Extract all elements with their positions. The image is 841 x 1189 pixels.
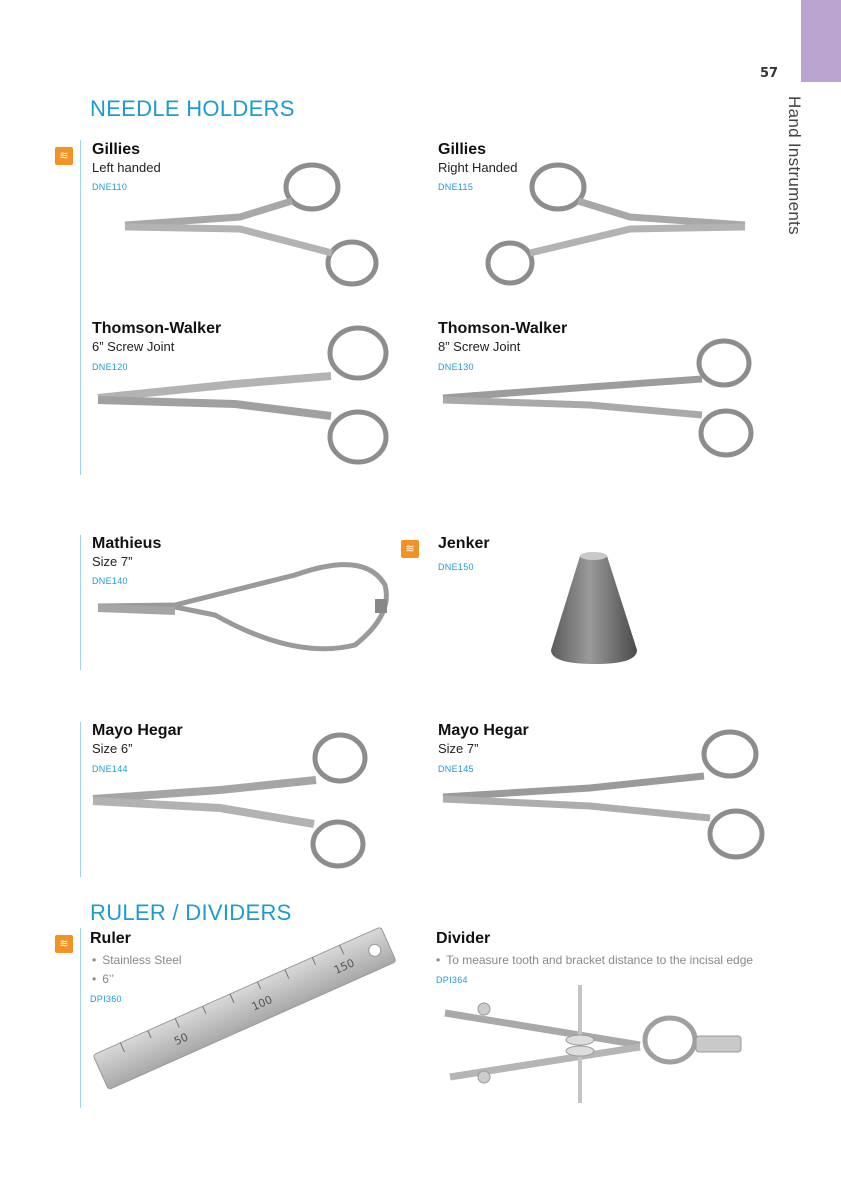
mayo-hegar-7-image — [440, 728, 770, 876]
divider-bullet: • To measure tooth and bracket distance to the incisal edge — [436, 953, 753, 967]
guide-line — [80, 140, 81, 475]
thomson-walker-8-image — [440, 335, 760, 460]
product-desc: Size 7” — [92, 554, 133, 569]
product-code: DPI364 — [436, 975, 468, 985]
product-name: Thomson-Walker — [438, 320, 568, 337]
product-desc: Right Handed — [438, 160, 518, 175]
section-title-needle-holders: NEEDLE HOLDERS — [90, 96, 295, 121]
product-desc: 6” Screw Joint — [92, 339, 175, 354]
mayo-hegar-6-image — [90, 728, 380, 876]
section-title-ruler-dividers: RULER / DIVIDERS — [90, 900, 292, 925]
section-side-label: Hand Instruments — [785, 96, 804, 235]
product-name: Gillies — [438, 141, 487, 158]
thomson-walker-6-image — [95, 320, 395, 470]
product-name: Jenker — [438, 535, 490, 552]
product-code: DNE145 — [438, 764, 474, 774]
jenker-cone-image — [545, 550, 645, 670]
product-code: DNE115 — [438, 182, 474, 192]
gillies-left-image — [120, 155, 390, 285]
product-name: Divider — [436, 930, 491, 947]
ruler-label-150: 150 — [332, 956, 357, 977]
ruler-image — [88, 935, 388, 1095]
guide-line — [80, 928, 81, 1108]
gillies-right-image — [480, 155, 750, 285]
guide-line — [80, 535, 81, 670]
product-name: Mathieus — [92, 535, 162, 552]
guide-line — [80, 722, 81, 877]
product-name: Mayo Hegar — [92, 722, 183, 739]
autoclavable-icon: ≋ — [55, 935, 73, 953]
ruler-bullet: • 6’’ — [92, 972, 114, 986]
divider-image — [440, 985, 745, 1105]
product-desc: 8” Screw Joint — [438, 339, 521, 354]
product-desc: Left handed — [92, 160, 161, 175]
product-code: DNE120 — [92, 362, 128, 372]
autoclavable-icon: ≋ — [55, 147, 73, 165]
ruler-bullet: • Stainless Steel — [92, 953, 182, 967]
page-tab-accent — [801, 0, 841, 82]
product-name: Mayo Hegar — [438, 722, 529, 739]
product-code: DNE150 — [438, 562, 474, 572]
product-code: DNE130 — [438, 362, 474, 372]
product-code: DNE110 — [92, 182, 128, 192]
product-name: Gillies — [92, 141, 141, 158]
ruler-label-50: 50 — [172, 1030, 191, 1049]
product-code: DPI360 — [90, 994, 122, 1004]
ruler-label-100: 100 — [249, 993, 275, 1014]
product-name: Ruler — [90, 930, 131, 947]
product-code: DNE144 — [92, 764, 128, 774]
autoclavable-icon: ≋ — [401, 540, 419, 558]
product-desc: Size 7” — [438, 741, 479, 756]
product-code: DNE140 — [92, 576, 128, 586]
product-name: Thomson-Walker — [92, 320, 222, 337]
mathieus-image — [95, 555, 395, 660]
product-desc: Size 6” — [92, 741, 133, 756]
page-number: 57 — [760, 66, 779, 81]
